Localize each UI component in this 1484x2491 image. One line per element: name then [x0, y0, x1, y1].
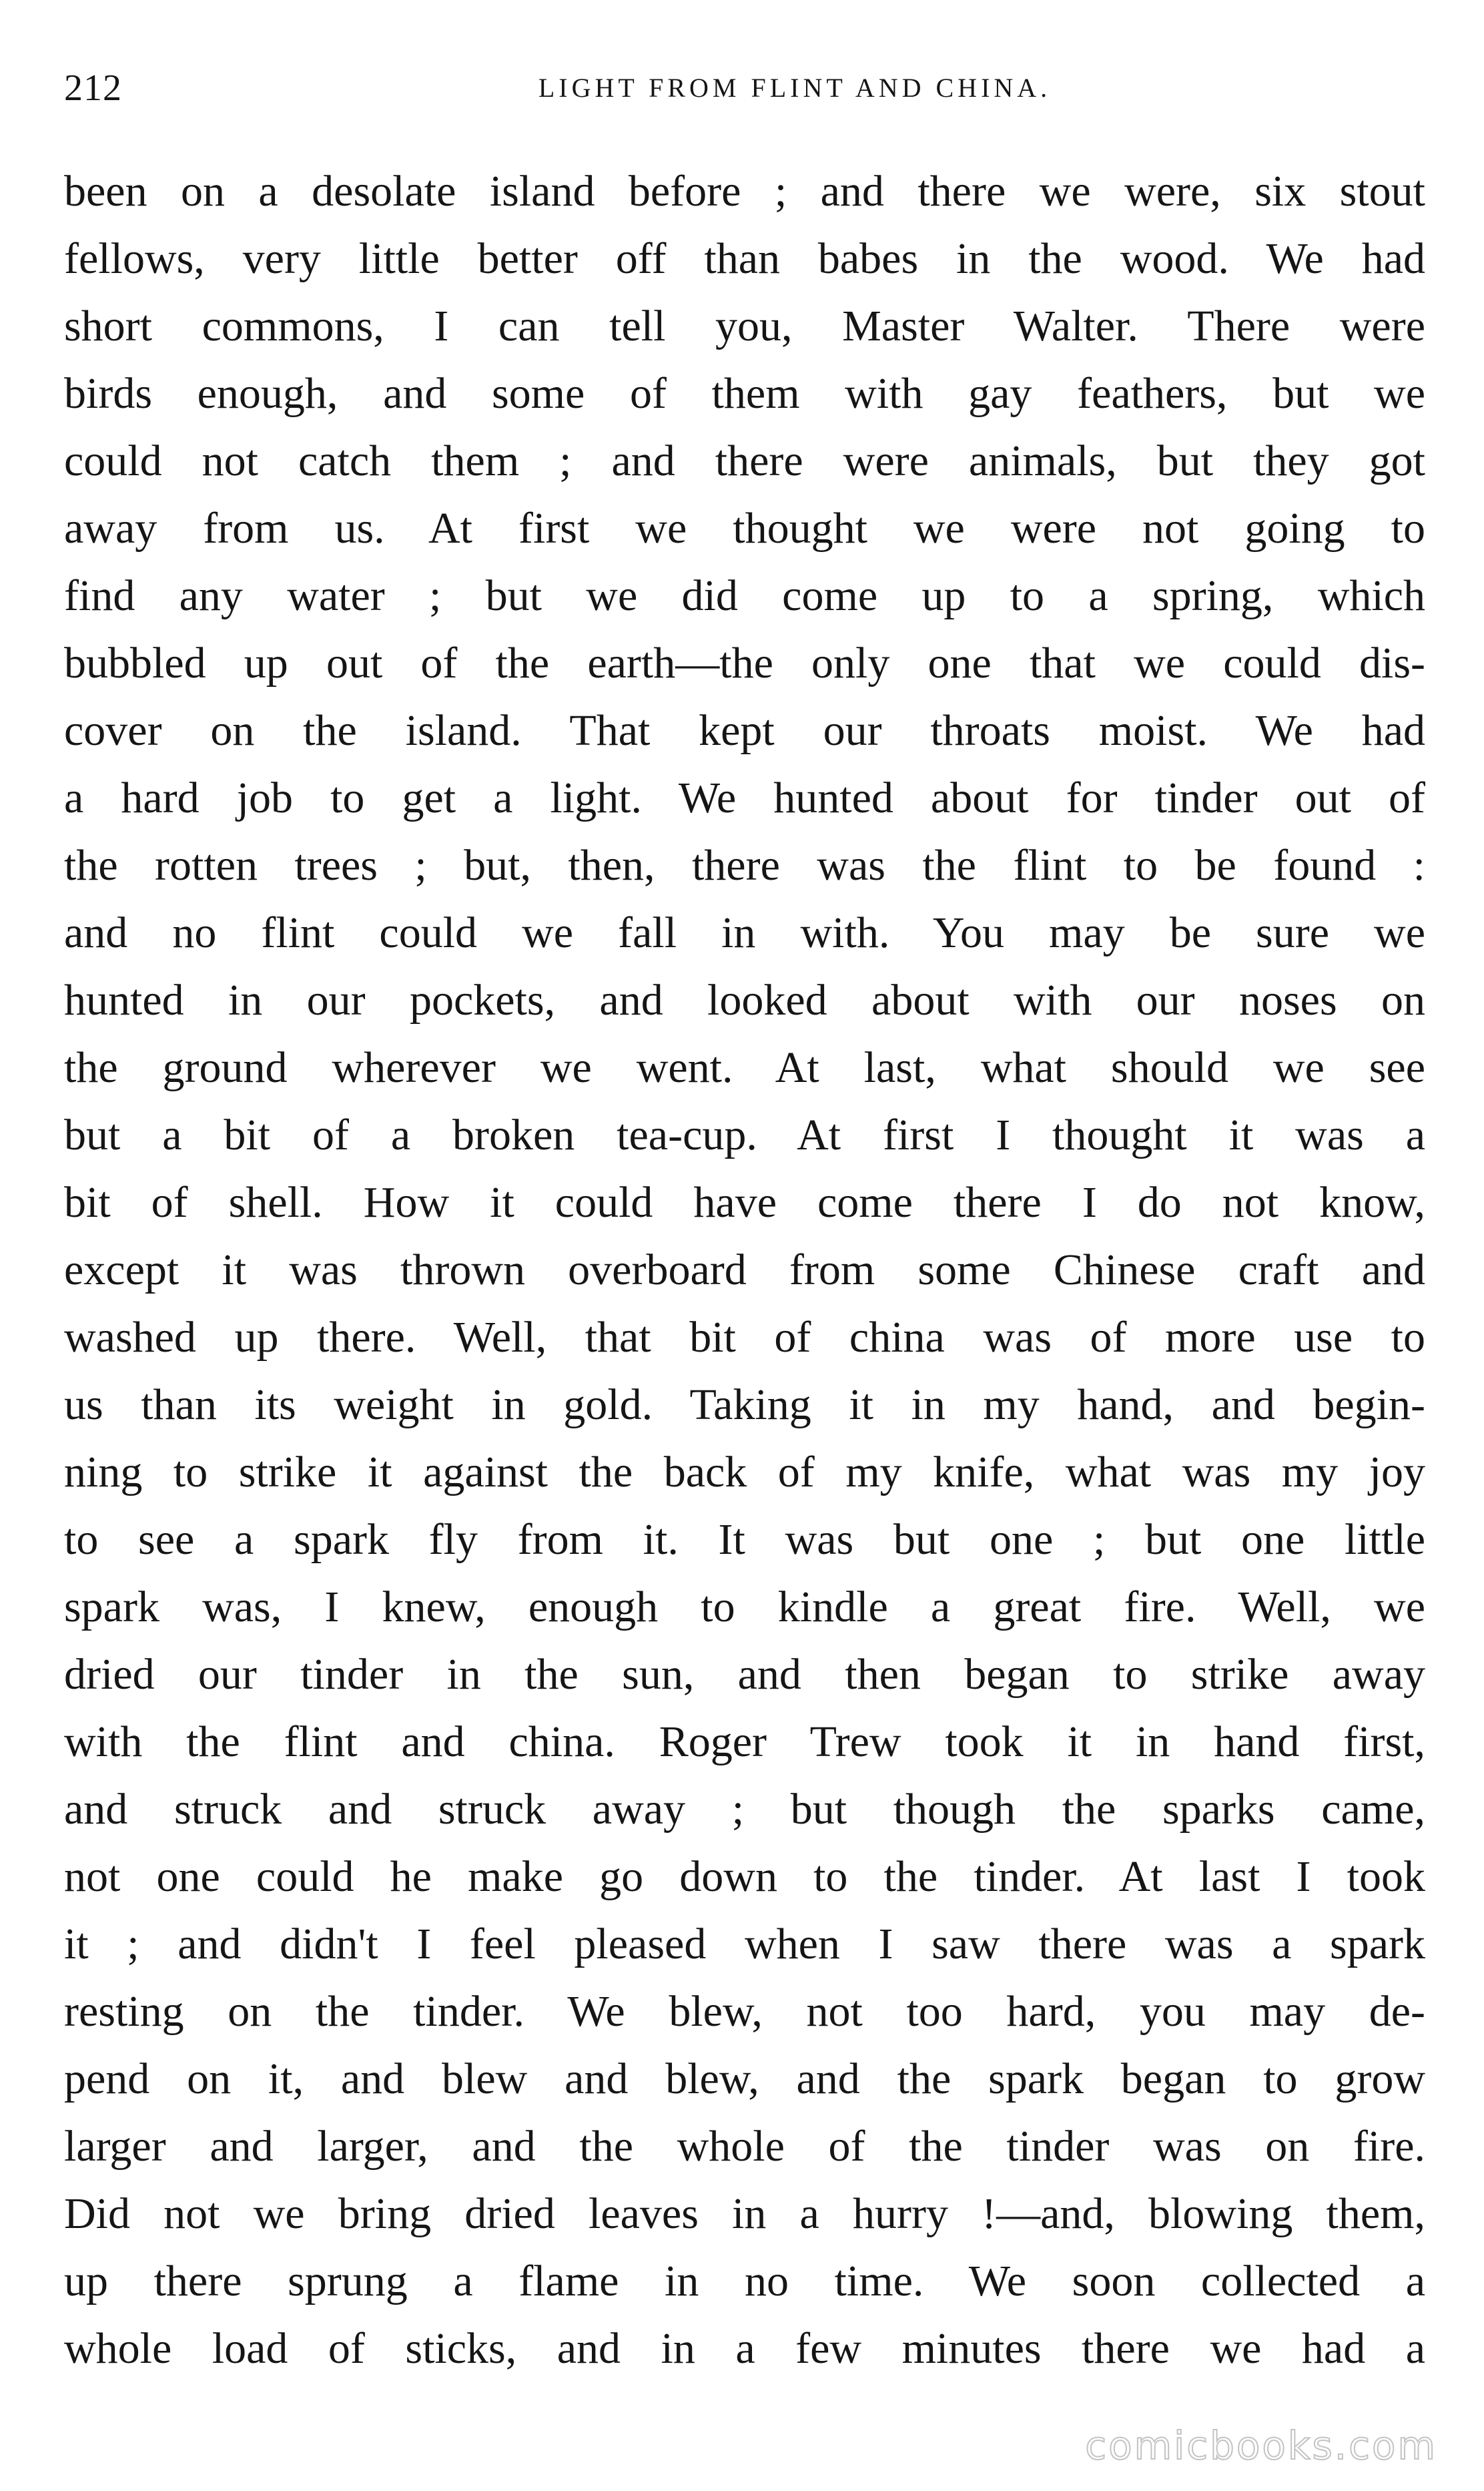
text-line: resting on the tinder. We blew, not too hard, you may de-: [64, 1987, 1425, 2036]
text-line: except it was thrown overboard from some Chinese craft and: [64, 1246, 1425, 1294]
page-number: 212: [64, 67, 122, 109]
text-line: hunted in our pockets, and looked about with our noses on: [64, 976, 1425, 1025]
text-line: but a bit of a broken tea-cup. At first I thought it was a: [64, 1111, 1425, 1159]
text-line: up there sprung a flame in no time. We soon collected a: [64, 2257, 1425, 2305]
text-line: whole load of sticks, and in a few minutes there we had a: [64, 2324, 1425, 2373]
page-header: [64, 61, 1425, 115]
text-line: birds enough, and some of them with gay feathers, but we: [64, 369, 1425, 418]
text-line: been on a desolate island before ; and there we were, six stout: [64, 167, 1425, 216]
body-text: [64, 158, 1425, 2382]
text-line: short commons, I can tell you, Master Walter. There were: [64, 302, 1425, 350]
text-line: larger and larger, and the whole of the tinder was on fire.: [64, 2122, 1425, 2171]
text-line: and struck and struck away ; but though the sparks came,: [64, 1785, 1425, 1834]
text-line: us than its weight in gold. Taking it in my hand, and begin-: [64, 1380, 1425, 1429]
text-line: fellows, very little better off than babes in the wood. We had: [64, 234, 1425, 283]
text-line: find any water ; but we did come up to a spring, which: [64, 571, 1425, 620]
text-line: bit of shell. How it could have come there I do not know,: [64, 1178, 1425, 1227]
text-line: bubbled up out of the earth—the only one that we could dis-: [64, 639, 1425, 687]
text-line: cover on the island. That kept our throats moist. We had: [64, 706, 1425, 755]
text-line: spark was, I knew, enough to kindle a great fire. Well, we: [64, 1583, 1425, 1631]
text-line: and no flint could we fall in with. You may be sure we: [64, 908, 1425, 957]
text-line: a hard job to get a light. We hunted about for tinder out of: [64, 774, 1425, 822]
text-line: the ground wherever we went. At last, what should we see: [64, 1043, 1425, 1092]
text-line: pend on it, and blew and blew, and the spark began to grow: [64, 2054, 1425, 2103]
text-line: not one could he make go down to the tinder. At last I took: [64, 1852, 1425, 1901]
text-line: the rotten trees ; but, then, there was the flint to be found :: [64, 841, 1425, 890]
running-title: LIGHT FROM FLINT AND CHINA.: [538, 73, 1052, 103]
text-line: away from us. At first we thought we were not going to: [64, 504, 1425, 553]
text-line: with the flint and china. Roger Trew took it in hand first,: [64, 1717, 1425, 1766]
text-line: dried our tinder in the sun, and then began to strike away: [64, 1650, 1425, 1699]
text-line: it ; and didn't I feel pleased when I saw there was a spark: [64, 1920, 1425, 1968]
text-line: could not catch them ; and there were animals, but they got: [64, 437, 1425, 485]
text-line: Did not we bring dried leaves in a hurry !—and, blowing them,: [64, 2189, 1425, 2238]
text-line: ning to strike it against the back of my knife, what was my joy: [64, 1448, 1425, 1496]
text-line: to see a spark fly from it. It was but one ; but one little: [64, 1515, 1425, 1564]
watermark: comicbooks.com: [1085, 2423, 1437, 2468]
text-line: washed up there. Well, that bit of china was of more use to: [64, 1313, 1425, 1362]
